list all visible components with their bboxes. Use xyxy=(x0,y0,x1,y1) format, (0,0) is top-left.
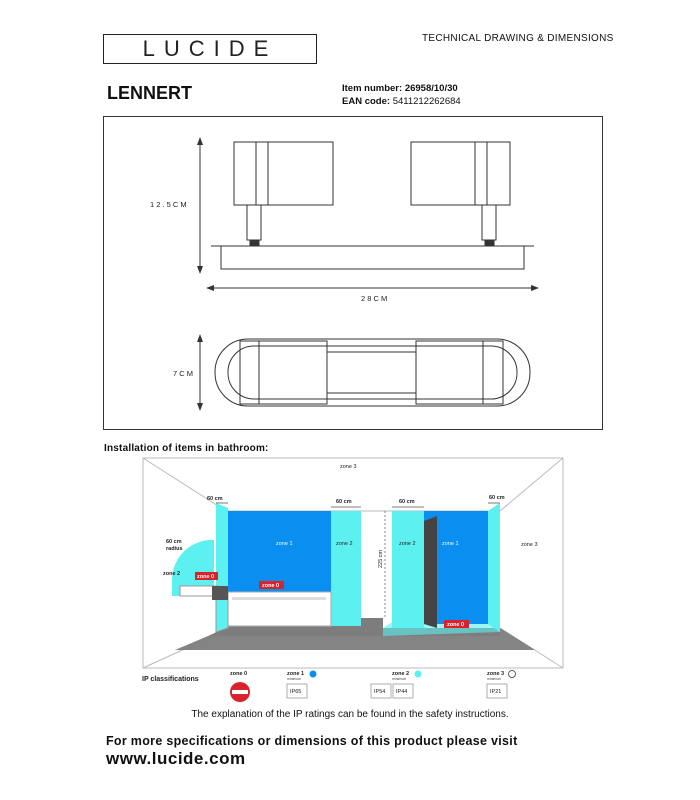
ip-zone2-sub: minimum xyxy=(392,677,407,681)
dim-60-mid-right: 60 cm xyxy=(399,499,415,505)
bathroom-section-title: Installation of items in bathroom: xyxy=(104,443,269,454)
item-number-value: 26958/10/30 xyxy=(404,83,458,94)
zone2-right-wall xyxy=(488,503,500,632)
zone2-right-label: zone 2 xyxy=(399,541,416,547)
product-name: LENNERT xyxy=(107,83,192,103)
ip65-label: IP65 xyxy=(290,689,302,695)
ip-zone1-sub: minimum xyxy=(287,677,302,681)
visit-text: For more specifications or dimensions of this product please visit xyxy=(106,734,518,748)
zone1-right-label: zone 1 xyxy=(442,541,459,547)
radius-label-line2: radius xyxy=(166,546,183,552)
dim-60-mid-left: 60 cm xyxy=(336,499,352,505)
dim-60-left: 60 cm xyxy=(207,496,223,502)
ip-zone2-label: zone 2 xyxy=(392,671,410,677)
safety-note: The explanation of the IP ratings can be found in the safety instructions. xyxy=(191,709,509,720)
radius-label-line1: 60 cm xyxy=(166,539,182,545)
height-225-label: 225 cm xyxy=(378,549,384,568)
dim-60-right: 60 cm xyxy=(489,495,505,501)
depth-label: 7 C M xyxy=(173,369,194,378)
width-label: 2 8 C M xyxy=(361,294,388,303)
zone3-top-label: zone 3 xyxy=(340,464,357,470)
zone2-left-strip xyxy=(331,511,361,626)
zone2-left-label: zone 2 xyxy=(336,541,353,547)
ip-zone1-label: zone 1 xyxy=(287,671,305,677)
ip44-label: IP44 xyxy=(396,689,408,695)
ip21-label: IP21 xyxy=(490,689,502,695)
zone2-dot-icon xyxy=(415,671,422,678)
zone2-right-strip xyxy=(392,511,424,628)
zone3-right-label: zone 3 xyxy=(521,542,538,548)
zone1-dot-icon xyxy=(310,671,317,678)
zone2-sink-label: zone 2 xyxy=(163,571,181,577)
ip-zone3-label: zone 3 xyxy=(487,671,505,677)
ean-value: 5411212262684 xyxy=(392,96,461,107)
zone0-bath-label: zone 0 xyxy=(262,583,280,589)
zone1-left-label: zone 1 xyxy=(276,541,293,547)
item-number-label: Item number: xyxy=(342,83,403,94)
page-title: TECHNICAL DRAWING & DIMENSIONS xyxy=(422,33,614,44)
ip54-label: IP54 xyxy=(374,689,386,695)
brand-logo: LUCIDE xyxy=(142,36,278,61)
ean-label: EAN code: xyxy=(342,96,391,107)
shower-panel xyxy=(424,516,437,628)
ip-zone0-label: zone 0 xyxy=(230,671,248,677)
zone0-shower-label: zone 0 xyxy=(447,622,465,628)
zone3-dot-icon xyxy=(509,671,516,678)
ip-zone3-sub: minimum xyxy=(487,677,502,681)
website-link[interactable]: www.lucide.com xyxy=(106,749,246,768)
ip-title: IP classifications xyxy=(142,676,199,683)
zone0-sink-label: zone 0 xyxy=(197,574,215,580)
height-label: 1 2 . 5 C M xyxy=(150,200,187,209)
